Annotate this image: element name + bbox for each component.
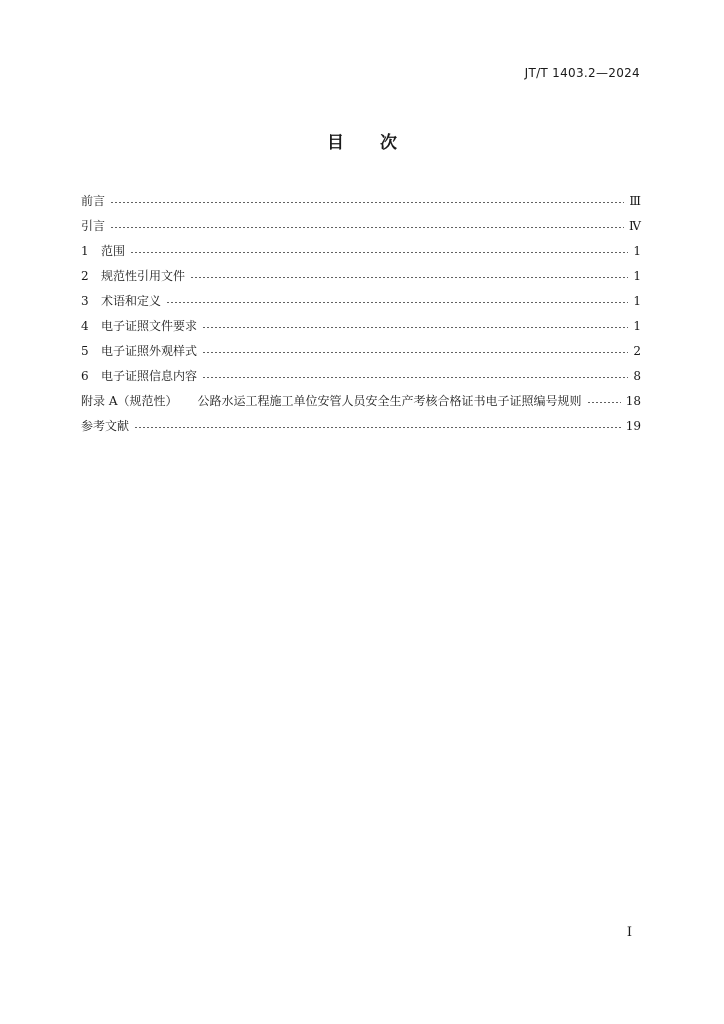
toc-leader-dots bbox=[202, 352, 628, 353]
toc-entry-label: 参考文献 bbox=[81, 419, 130, 433]
toc-entry-label: 附录 A（规范性） bbox=[81, 394, 178, 408]
toc-entry[interactable] bbox=[81, 413, 641, 438]
toc-leader-dots bbox=[110, 202, 624, 203]
toc-entry[interactable] bbox=[81, 188, 641, 213]
toc-entry-number: 6 bbox=[81, 368, 89, 383]
toc-entry[interactable] bbox=[81, 338, 641, 363]
toc-entry-label: 范围 bbox=[101, 244, 126, 258]
toc-entry[interactable] bbox=[81, 238, 641, 263]
toc-leader-dots bbox=[202, 327, 628, 328]
toc-leader-dots bbox=[134, 427, 621, 428]
toc-leader-dots bbox=[110, 227, 624, 228]
toc-entry-label: 规范性引用文件 bbox=[101, 269, 186, 283]
toc-entry-label: 术语和定义 bbox=[101, 294, 162, 308]
toc-leader-dots bbox=[130, 252, 628, 253]
toc-leader-dots bbox=[190, 277, 628, 278]
toc-entry[interactable] bbox=[81, 288, 641, 313]
toc-entry-page: 1 bbox=[633, 268, 641, 283]
toc-leader-dots bbox=[587, 402, 621, 403]
toc-entry[interactable] bbox=[81, 213, 641, 238]
toc-entry[interactable] bbox=[81, 263, 641, 288]
toc-entry-number: 4 bbox=[81, 318, 89, 333]
toc-leader-dots bbox=[166, 302, 628, 303]
toc-entry[interactable] bbox=[81, 313, 641, 338]
toc-entry-label: 电子证照文件要求 bbox=[101, 319, 198, 333]
toc-entry-label: 引言 bbox=[81, 219, 106, 233]
toc-entry-page: 1 bbox=[633, 293, 641, 308]
toc-entry[interactable] bbox=[81, 388, 641, 413]
toc-entry-number: 5 bbox=[81, 343, 89, 358]
toc-entry-subtitle: 公路水运工程施工单位安管人员安全生产考核合格证书电子证照编号规则 bbox=[197, 394, 582, 408]
toc-list bbox=[81, 188, 641, 438]
standard-code: JT/T 1403.2—2024 bbox=[524, 66, 640, 80]
toc-entry-page: 19 bbox=[625, 418, 641, 433]
toc-entry-label: 电子证照信息内容 bbox=[101, 369, 198, 383]
toc-entry-page: 8 bbox=[633, 368, 641, 383]
toc-entry-page: Ⅳ bbox=[629, 218, 641, 233]
toc-entry-page: Ⅲ bbox=[629, 193, 641, 208]
toc-leader-dots bbox=[202, 377, 628, 378]
toc-entry-page: 1 bbox=[633, 243, 641, 258]
toc-entry-label: 电子证照外观样式 bbox=[101, 344, 198, 358]
toc-entry-label: 前言 bbox=[81, 194, 106, 208]
toc-entry-number: 2 bbox=[81, 268, 89, 283]
toc-entry[interactable] bbox=[81, 363, 641, 388]
toc-entry-number: 3 bbox=[81, 293, 89, 308]
page-number: I bbox=[626, 925, 632, 940]
toc-entry-page: 2 bbox=[633, 343, 641, 358]
toc-title: 目次 bbox=[327, 133, 433, 153]
toc-entry-page: 18 bbox=[625, 393, 641, 408]
toc-entry-number: 1 bbox=[81, 243, 89, 258]
toc-entry-page: 1 bbox=[633, 318, 641, 333]
